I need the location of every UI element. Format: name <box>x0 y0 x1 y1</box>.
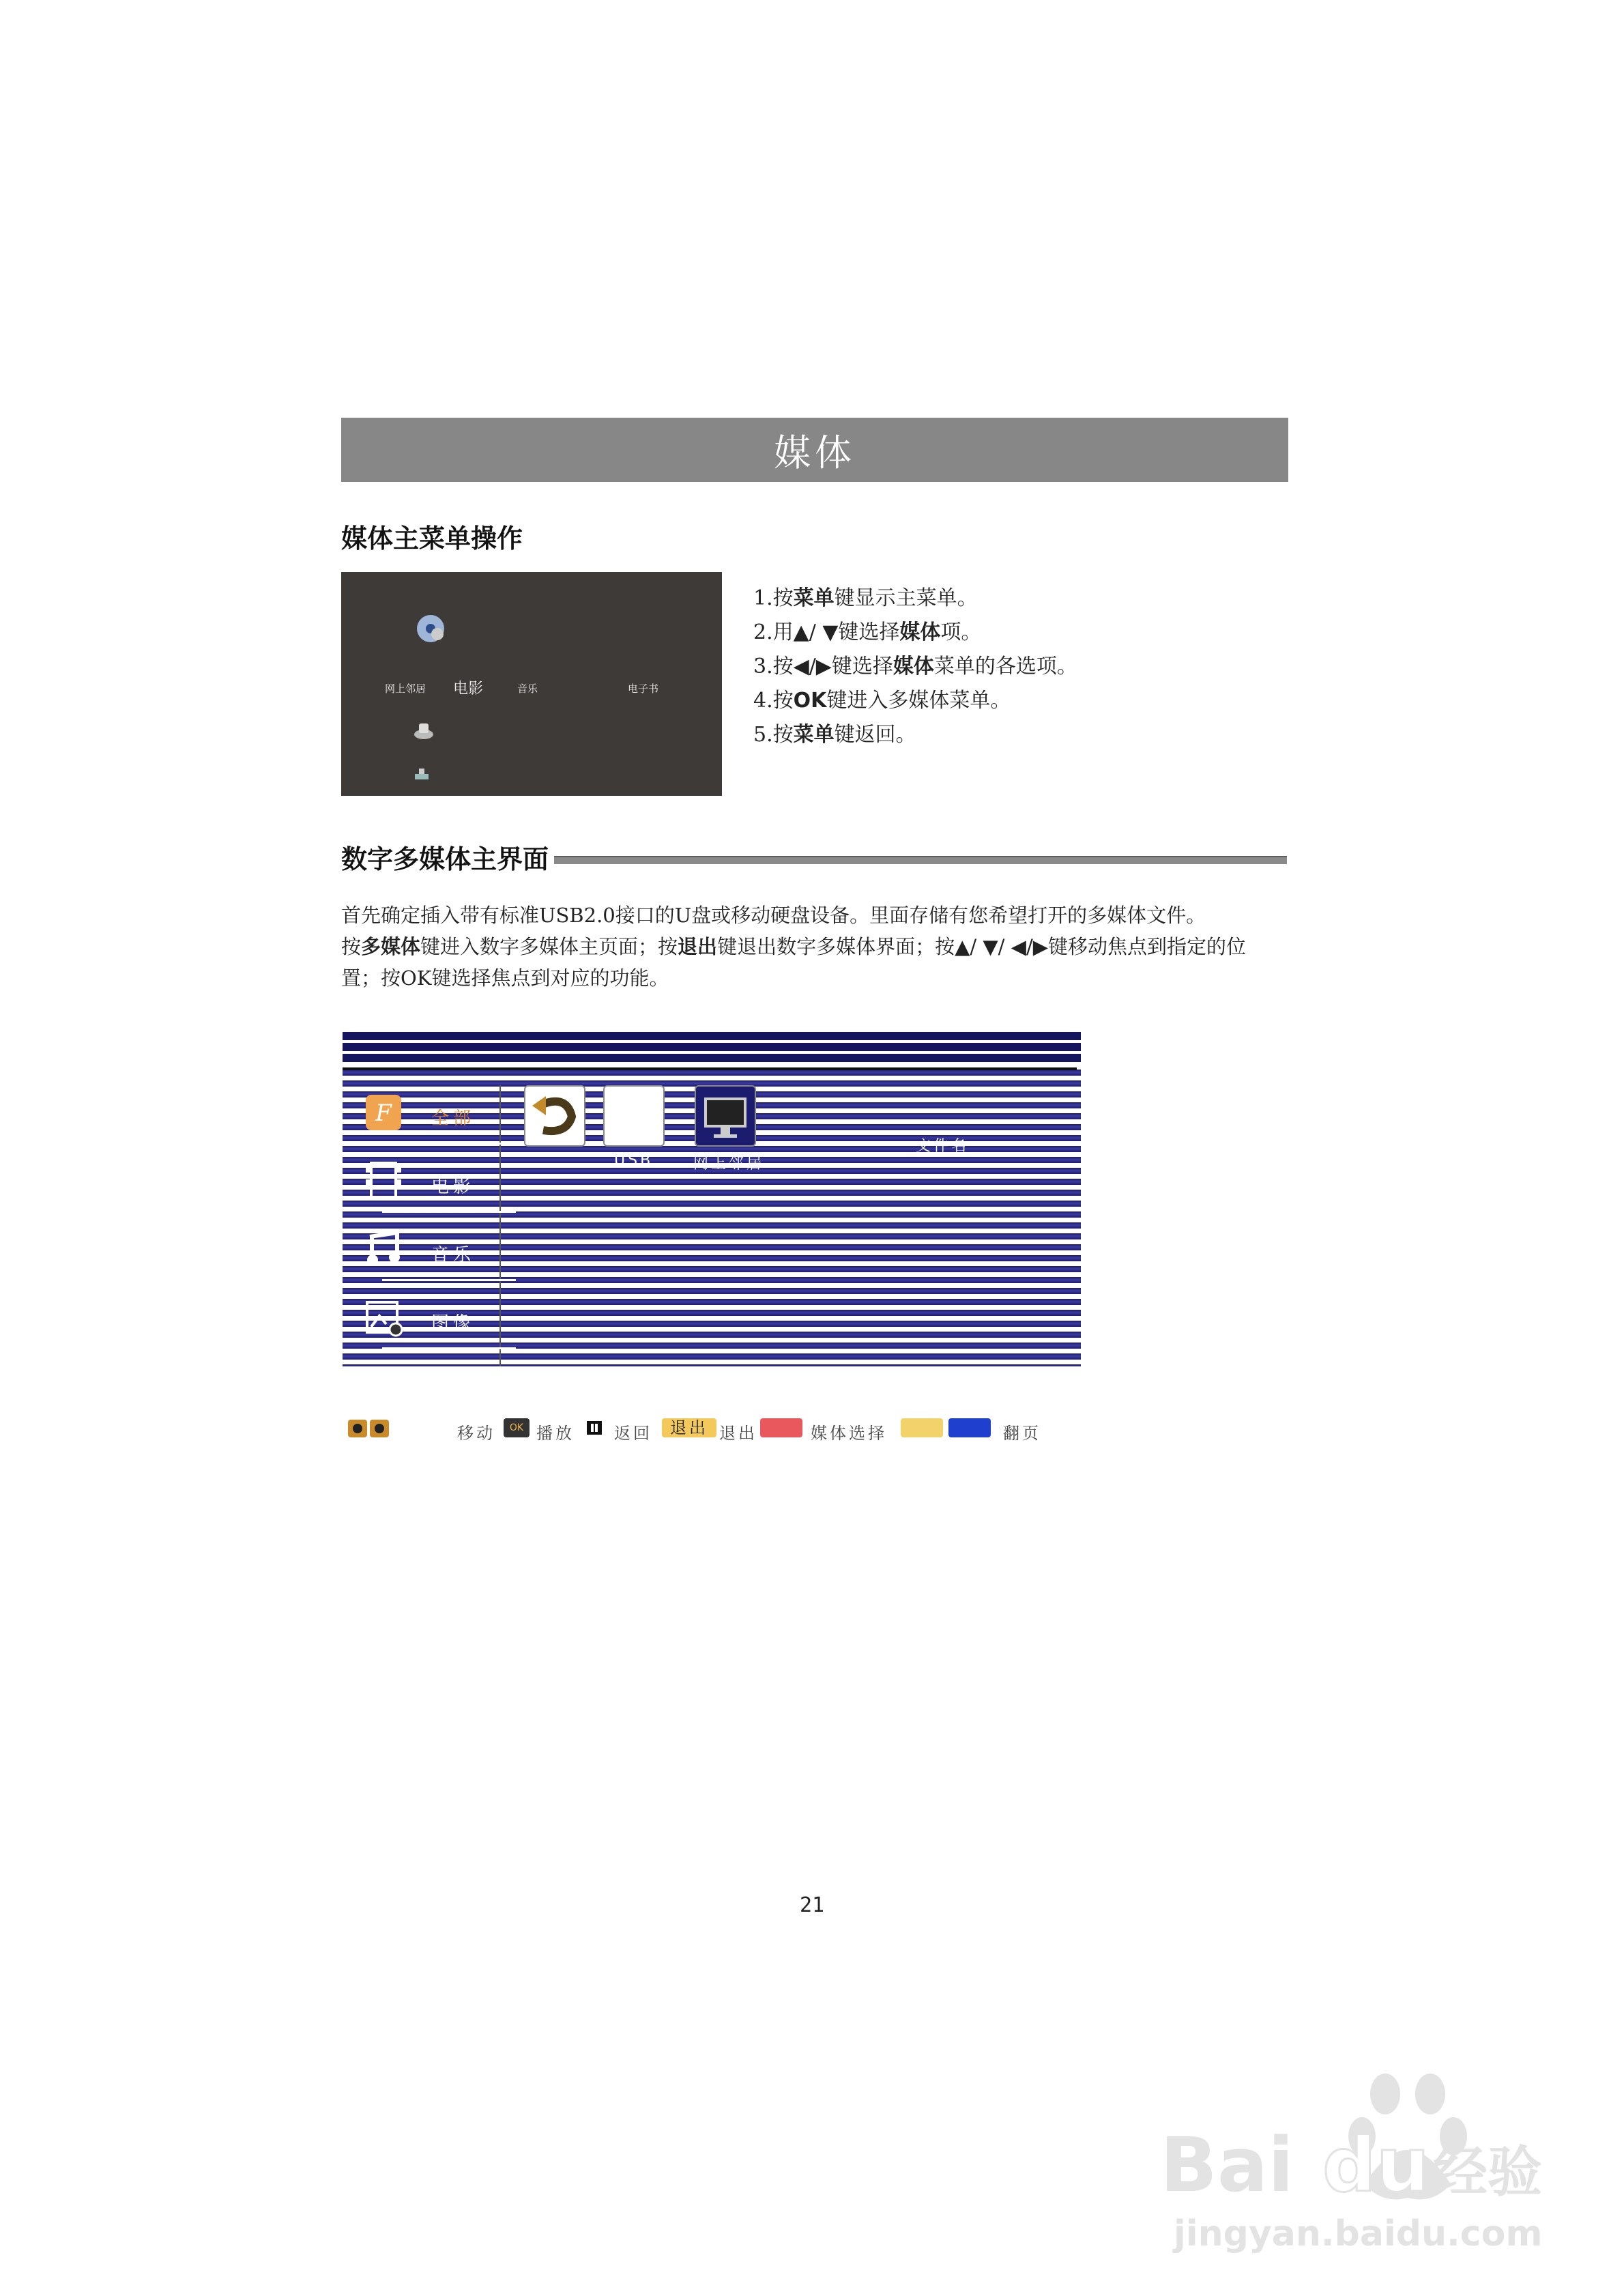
instruction-steps <box>753 582 1286 752</box>
folder-all-icon <box>363 1092 404 1133</box>
hint-blue-key <box>948 1418 991 1437</box>
baidu-paw-logo <box>1160 2061 1542 2266</box>
menu-label-ebook: 电子书 <box>628 683 659 695</box>
section-heading-main-menu: 媒体主菜单操作 <box>341 523 523 554</box>
dmp-hint-bar <box>348 1416 1099 1443</box>
hint-play: 播放 <box>536 1424 575 1443</box>
menu-label-movie: 电影 <box>453 680 484 698</box>
monitor-icon <box>696 1087 755 1145</box>
intro-line-2: 按多媒体键进入数字多媒体主页面；按退出键退出数字多媒体界面；按▲/ ▼/ ◀/▶键移动焦点到指定的位 <box>341 935 1247 958</box>
image-icon <box>363 1297 404 1338</box>
hint-exit: 退出 <box>719 1424 757 1443</box>
section-heading-dmp: 数字多媒体主界面 <box>341 844 549 874</box>
baidu-watermark <box>1160 2061 1542 2266</box>
svg-text:du: du <box>1322 2121 1430 2209</box>
usb-drive-icon <box>412 721 435 741</box>
step-1: 1.按菜单键显示主菜单。 <box>753 586 978 610</box>
page-title: 媒体 <box>774 431 856 474</box>
menu-label-music: 音乐 <box>517 683 538 695</box>
dmp-tile-usb-label: USB <box>614 1152 654 1169</box>
svg-text:经验: 经验 <box>1433 2140 1542 2204</box>
dmp-filename-label: 文件名 <box>916 1138 970 1155</box>
svg-text:Bai: Bai <box>1160 2121 1294 2209</box>
dmp-tile-back[interactable] <box>524 1085 585 1147</box>
main-menu-screenshot <box>341 572 722 796</box>
return-key-icon <box>585 1420 603 1436</box>
dmp-screenshot <box>343 1032 1081 1366</box>
dmp-top-line <box>343 1067 1077 1070</box>
intro-paragraph <box>341 900 1296 994</box>
dmp-divider <box>499 1085 501 1366</box>
page-number: 21 <box>800 1893 825 1917</box>
dmp-tile-network[interactable] <box>695 1085 756 1147</box>
back-arrow-icon <box>525 1087 584 1145</box>
hint-move: 移动 <box>457 1424 495 1443</box>
dmp-category-all[interactable]: F 全部 <box>363 1092 499 1133</box>
arrow-keys-icon <box>348 1418 390 1439</box>
media-disc-icon <box>415 613 446 644</box>
title-bar <box>341 418 1288 482</box>
menu-label-network: 网上邻居 <box>385 683 426 695</box>
step-2: 2.用▲/ ▼键选择媒体项。 <box>753 620 982 644</box>
dmp-category-music[interactable]: 音乐 <box>363 1229 499 1269</box>
hint-yellow-key <box>901 1418 943 1437</box>
intro-line-1: 首先确定插入带有标准USB2.0接口的U盘或移动硬盘设备。里面存储有您希望打开的多媒体文件。 <box>341 904 1206 927</box>
heading-rule <box>554 856 1287 864</box>
music-note-icon <box>363 1229 404 1269</box>
step-4: 4.按OK键进入多媒体菜单。 <box>753 689 1011 713</box>
hint-media-select: 媒体选择 <box>811 1424 887 1443</box>
hdd-icon <box>412 766 431 782</box>
dmp-top-bar <box>343 1032 1081 1065</box>
intro-line-3: 置；按OK键选择焦点到对应的功能。 <box>341 966 669 990</box>
dmp-tile-usb[interactable] <box>603 1085 665 1147</box>
step-5: 5.按菜单键返回。 <box>753 723 916 747</box>
svg-text:F: F <box>375 1100 392 1127</box>
dmp-tile-network-label: 网上邻居 <box>693 1156 765 1173</box>
dmp-category-image[interactable]: 图像 <box>363 1297 499 1338</box>
hint-back: 返回 <box>614 1424 652 1443</box>
hint-red-key <box>760 1418 802 1437</box>
hint-exit-key: 退出 <box>662 1418 716 1437</box>
svg-text:jingyan.baidu.com: jingyan.baidu.com <box>1174 2213 1542 2254</box>
hint-ok-key: OK <box>504 1418 530 1437</box>
film-icon <box>363 1160 404 1201</box>
dmp-category-movie[interactable]: 电影 <box>363 1160 499 1201</box>
hint-page: 翻页 <box>1003 1424 1041 1443</box>
step-3: 3.按◀/▶键选择媒体菜单的各选项。 <box>753 655 1077 678</box>
